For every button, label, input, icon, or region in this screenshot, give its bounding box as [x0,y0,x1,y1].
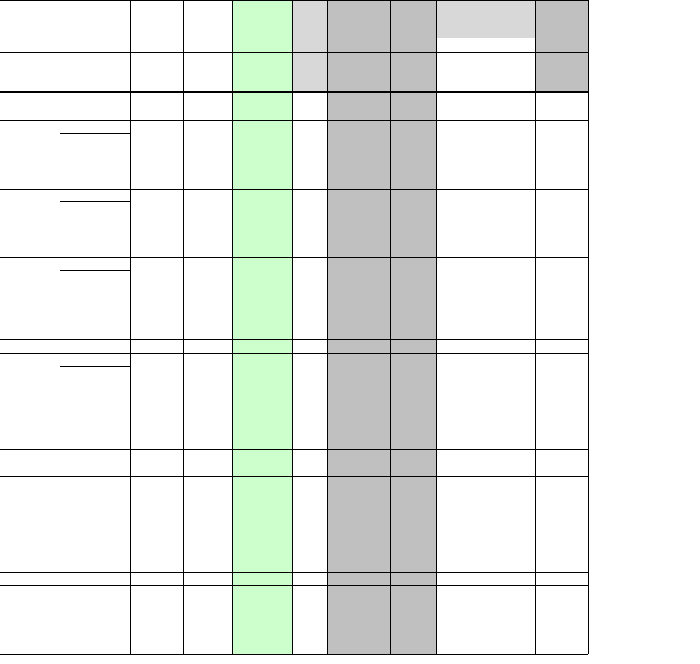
column-border [292,0,293,654]
column-border [327,0,328,654]
header-bottom-border [0,91,588,93]
section-border [0,654,588,655]
name-underline [60,133,130,134]
section-border [0,353,588,354]
column-border [232,0,233,654]
column-border [130,0,131,654]
column-border [535,0,536,654]
section-border [0,585,588,586]
section-border [0,572,588,573]
row-border [0,52,588,53]
section-border [0,476,588,477]
section-border [0,189,588,190]
column-border [183,0,184,654]
row-border [0,0,588,1]
group-header-band [535,0,588,93]
section-border [0,339,588,340]
displacement-speed-column-band [327,0,436,654]
section-border [0,120,588,121]
name-underline [60,201,130,202]
z-header-band [292,0,327,93]
section-border [0,257,588,258]
section-border [0,449,588,450]
name-underline [60,366,130,367]
column-border [436,0,437,654]
name-underline [60,270,130,271]
comment-header-band [436,0,535,38]
frequency-column-band [232,0,292,654]
column-border [588,0,589,654]
column-border [390,0,391,654]
